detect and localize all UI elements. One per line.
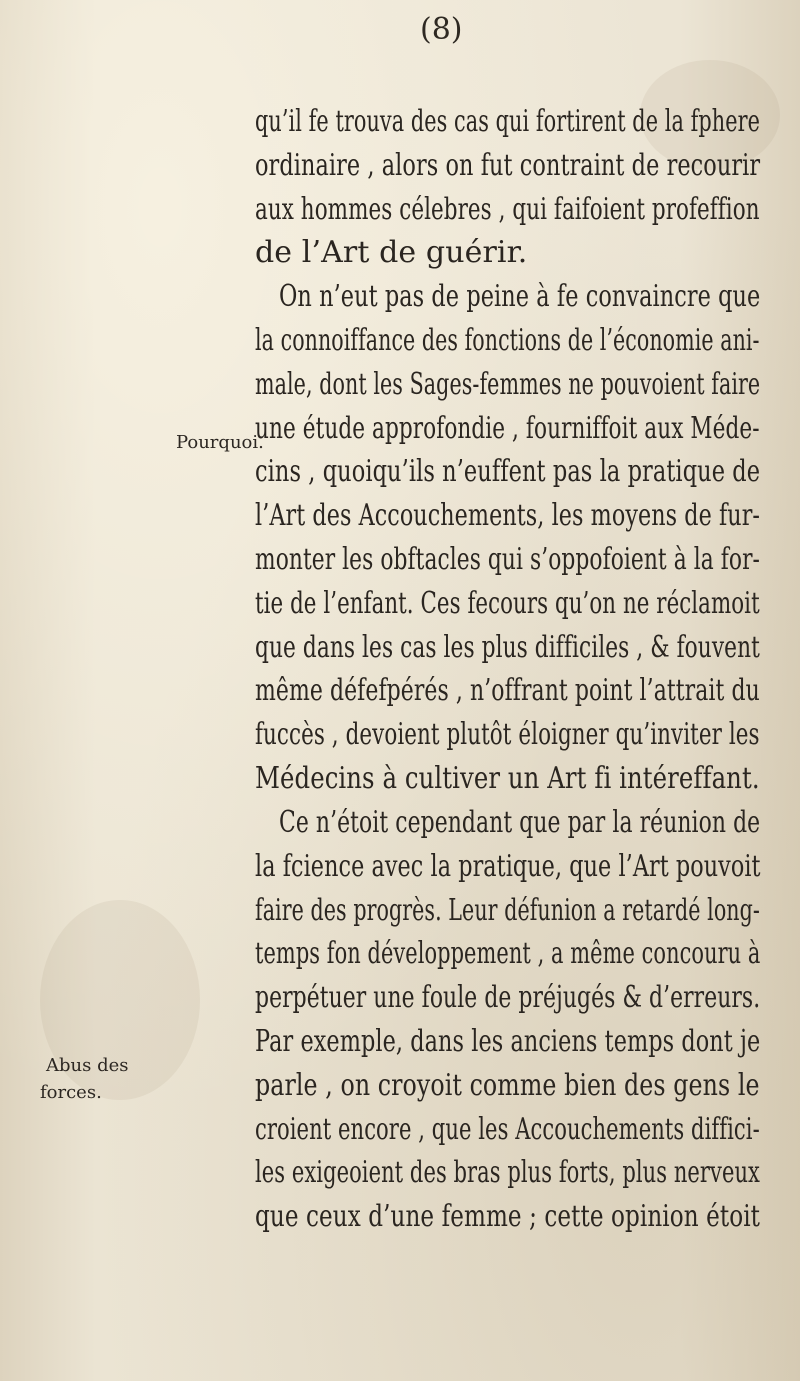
page-number: (8) (420, 12, 463, 47)
text-line paragraph-start: Ce n’étoit cependant que par la réunion de (279, 805, 761, 840)
text-line: monter les obftacles qui s’oppofoient à la for- (255, 542, 760, 577)
margin-note-forces: forces. (40, 1082, 102, 1103)
text-line: perpétuer une foule de préjugés & d’erreurs. (255, 980, 761, 1015)
text-line: male, dont les Sages-femmes ne pouvoient faire (255, 367, 761, 402)
text-line: la fcience avec la pratique, que l’Art pouvoit (255, 849, 761, 884)
text-line: que ceux d’une femme ; cette opinion étoit (255, 1199, 761, 1234)
text-line: faire des progrès. Leur défunion a retardé long- (255, 893, 760, 928)
text-line: ordinaire , alors on fut contraint de recourir (255, 148, 761, 183)
text-line: tie de l’enfant. Ces fecours qu’on ne réclamoit (255, 586, 760, 621)
text-line: croient encore , que les Accouchements diffici- (255, 1112, 760, 1147)
text-line: une étude approfondie , fourniffoit aux Méde- (255, 411, 760, 446)
text-line: que dans les cas les plus difficiles , & fouvent (255, 630, 760, 665)
text-line: qu’il fe trouva des cas qui fortirent de la fphere (255, 104, 760, 139)
text-line: fuccès , devoient plutôt éloigner qu’inviter les (255, 717, 760, 752)
text-line: la connoiffance des fonctions de l’économie ani- (255, 323, 760, 358)
text-line: parle , on croyoit comme bien des gens le (255, 1068, 760, 1103)
text-line: l’Art des Accouchements, les moyens de fur- (255, 498, 761, 533)
text-line: cins , quoiqu’ils n’euffent pas la pratique de (255, 454, 761, 489)
text-line: de l’Art de guérir. (255, 235, 528, 270)
text-line: même défefpérés , n’offrant point l’attrait du (255, 673, 760, 708)
text-line paragraph-start: On n’eut pas de peine à fe convaincre que (279, 279, 761, 314)
margin-note-abus: Abus des (46, 1055, 129, 1076)
margin-note-pourquoi: Pourquoi. (176, 432, 264, 453)
text-line: Par exemple, dans les anciens temps dont je (255, 1024, 761, 1059)
text-line: temps fon développement , a même concouru à (255, 936, 761, 971)
text-line: aux hommes célebres , qui faifoient profeffion (255, 192, 760, 227)
text-line: Médecins à cultiver un Art fi intéreffant. (255, 761, 760, 796)
text-line: les exigeoient des bras plus forts, plus nerveux (255, 1155, 760, 1190)
